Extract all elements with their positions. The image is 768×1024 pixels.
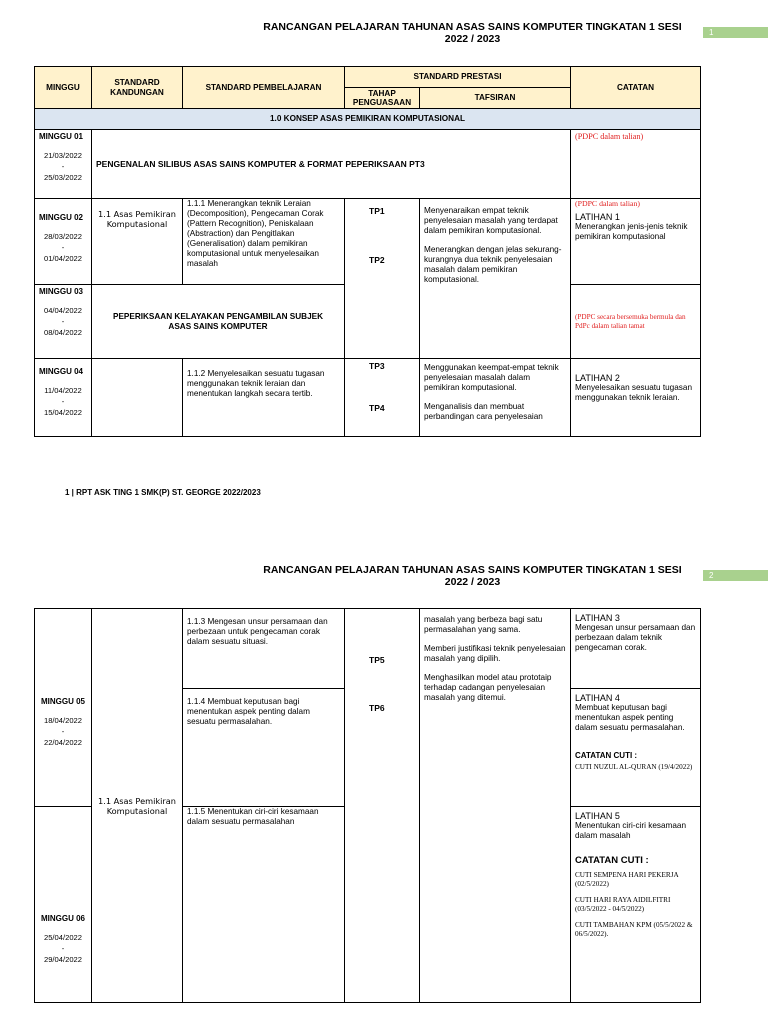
standard-kandungan [92,359,183,437]
standard-kandungan: 1.1 Asas Pemikiran Komputasional [92,609,183,1003]
week-dates: 04/04/2022 - 08/04/2022 [43,306,82,337]
header-tafsiran: TAFSIRAN [420,88,571,109]
week-content: PEPERIKSAAN KELAYAKAN PENGAMBILAN SUBJEK ASAS SAINS KOMPUTER [92,285,345,359]
header-catatan: CATATAN [571,67,701,109]
standard-pembelajaran: 1.1.2 Menyelesaikan sesuatu tugasan menggunakan teknik leraian dan menentukan langkah secara tertib. [183,359,345,437]
week-dates: 11/04/2022 - 15/04/2022 [43,386,82,417]
week-cell [35,359,92,437]
standard-pembelajaran: 1.1.5 Menentukan ciri-ciri kesamaan dalam sesuatu permasalahan [183,807,345,1003]
header-standard-prestasi: STANDARD PRESTASI [345,67,571,88]
week-dates: 25/04/2022 - 29/04/2022 [43,933,82,964]
week-dates: 28/03/2022 - 01/04/2022 [43,232,82,263]
tafsiran: Menggunakan keempat-empat teknik penyelesaian masalah dalam pemikiran komputasional. Menganalisis dan membuat perbandingan cara penyelesaian [420,359,571,437]
page-title: RANCANGAN PELAJARAN TAHUNAN ASAS SAINS KOMPUTER TINGKATAN 1 SESI 2022 / 2023 [263,21,682,45]
tafsiran: Menyenaraikan empat teknik penyelesaian masalah yang terdapat dalam pemikiran komputasional. Menerangkan dengan jelas sekurang-kurangnya dua teknik penyelesaian masalah dalam pemikiran komputasional. [420,199,571,359]
section-heading: 1.0 KONSEP ASAS PEMIKIRAN KOMPUTASIONAL [35,109,701,130]
week-label: MINGGU 01 [39,132,84,141]
catatan-note: (PDPC dalam talian) [571,130,701,199]
catatan-cell: (PDPC dalam talian) LATIHAN 1 Menerangkan jenis-jenis teknik pemikiran komputasional [571,199,701,285]
page-number-tab: 1 [703,27,768,38]
catatan-cell: LATIHAN 5 Menentukan ciri-ciri kesamaan dalam masalah CATATAN CUTI : CUTI SEMPENA HARI PEKERJA (02/5/2022) CUTI HARI RAYA AIDILFITRI (03/5/2022 - 04/5/2022) CUTI TAMBAHAN KPM (05/5/2022 & 06/5/2022). [571,807,701,1003]
tahap-penguasaan: TP1 TP2 [345,199,420,359]
header-standard-kandungan: STANDARD KANDUNGAN [92,67,183,109]
week-cell [35,609,92,807]
page-title: RANCANGAN PELAJARAN TAHUNAN ASAS SAINS KOMPUTER TINGKATAN 1 SESI 2022 / 2023 [263,564,682,588]
header-standard-pembelajaran: STANDARD PEMBELAJARAN [183,67,345,109]
page-number-tab: 2 [703,570,768,581]
standard-kandungan: 1.1 Asas Pemikiran Komputasional [92,199,183,285]
tahap-penguasaan: TP5 TP6 [345,609,420,1003]
catatan-cell: LATIHAN 3 Mengesan unsur persamaan dan perbezaan dalam teknik pengecaman corak. [571,609,701,689]
week-cell [35,199,92,285]
rpt-table-page-2 [34,608,701,1003]
header-tahap-penguasaan: TAHAP PENGUASAAN [345,88,420,109]
page-footer: 1 | RPT ASK TING 1 SMK(P) ST. GEORGE 2022/2023 [65,488,261,497]
catatan-cell: LATIHAN 2 Menyelesaikan sesuatu tugasan menggunakan teknik leraian. [571,359,701,437]
week-label: MINGGU 05 [40,697,85,706]
week-content: PENGENALAN SILIBUS ASAS SAINS KOMPUTER & FORMAT PEPERIKSAAN PT3 [92,130,571,199]
week-label: MINGGU 02 [39,213,84,222]
week-dates: 21/03/2022 - 25/03/2022 [43,151,82,182]
header-minggu: MINGGU [35,67,92,109]
standard-pembelajaran: 1.1.3 Mengesan unsur persamaan dan perbezaan untuk pengecaman corak dalam sesuatu situasi. [183,609,345,689]
week-label: MINGGU 04 [39,367,84,376]
week-cell [35,807,92,1003]
standard-pembelajaran: 1.1.4 Membuat keputusan bagi menentukan aspek penting dalam sesuatu permasalahan. [183,689,345,807]
week-label: MINGGU 06 [40,914,85,923]
page-2 [0,555,768,1024]
tafsiran: masalah yang berbeza bagi satu permasalahan yang sama. Memberi justifikasi teknik penyelesaian masalah yang dipilih. Menghasilkan model atau prototaip terhadap cadangan penyelesaian masalah yang ditemui. [420,609,571,1003]
week-cell [35,130,92,199]
catatan-note: (PDPC secara bersemuka bermula dan PdPc dalam talian tamat [571,285,701,359]
rpt-table-page-1 [34,66,701,437]
week-cell [35,285,92,359]
catatan-cell: LATIHAN 4 Membuat keputusan bagi menentukan aspek penting dalam sesuatu permasalahan. CATATAN CUTI : CUTI NUZUL AL-QURAN (19/4/2022) [571,689,701,807]
week-label: MINGGU 03 [39,287,84,296]
week-dates: 18/04/2022 - 22/04/2022 [43,716,82,747]
standard-pembelajaran: 1.1.1 Menerangkan teknik Leraian (Decomposition), Pengecaman Corak (Pattern Recognition), Peniskalaan (Abstraction) dan Pengitlakan (Generalisation) dalam pemikiran komputasional untuk menyelesaikan masalah [183,199,345,285]
tahap-penguasaan: TP3 TP4 [345,359,420,437]
